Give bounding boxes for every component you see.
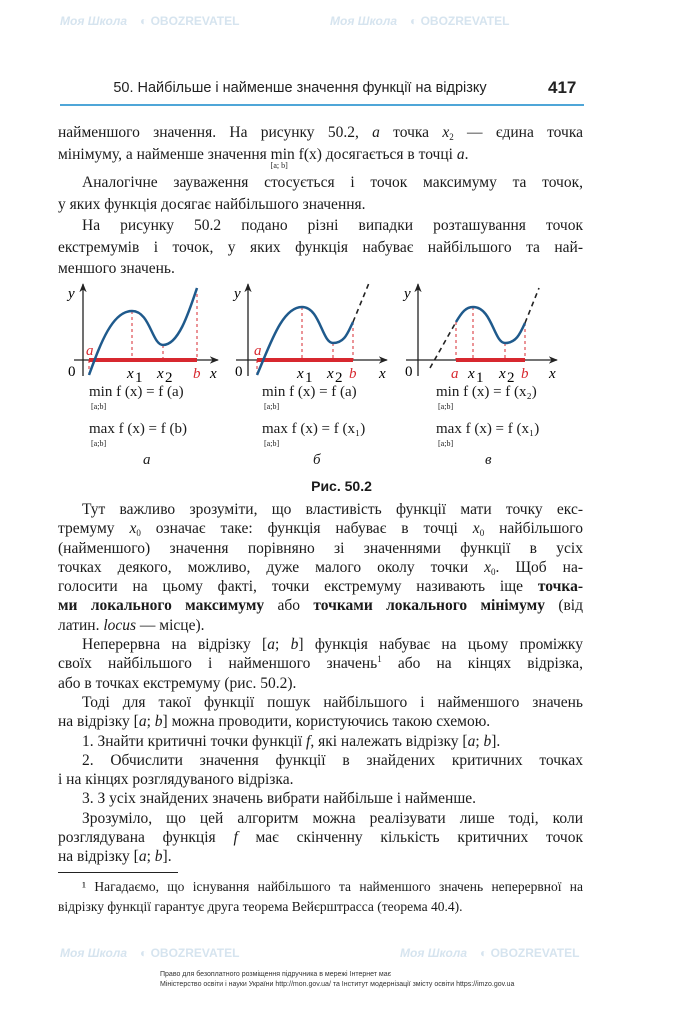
text-line bbox=[58, 712, 583, 731]
text-run: 3. З усіх знайдених значень вибрати найбільше і найменше. bbox=[82, 790, 477, 808]
svg-text:0: 0 bbox=[235, 364, 243, 380]
watermark: ◐ OBOZREVATEL bbox=[140, 14, 240, 28]
svg-text:1: 1 bbox=[305, 370, 313, 386]
text-run: Тоді для такої функції пошук найбільшого і найменшого значень bbox=[82, 693, 583, 711]
text-run: (найменшого) значення порівняно зі значеннями функції в усіх bbox=[58, 539, 583, 557]
text-run: — місце). bbox=[136, 616, 205, 634]
watermark: Моя Школа bbox=[400, 946, 468, 960]
text-run: і на кінцях розглядуваного відрізка. bbox=[58, 771, 294, 789]
text-i: a bbox=[138, 848, 147, 866]
text-run: своїх найбільшого і найменшого значень bbox=[58, 655, 378, 673]
text-run: (від bbox=[544, 597, 583, 615]
x1-label: x bbox=[127, 366, 134, 382]
text-run: ]. bbox=[491, 732, 501, 750]
text-i: a bbox=[138, 713, 147, 731]
text-run: найбільшого bbox=[484, 520, 583, 538]
text-run: . bbox=[464, 145, 469, 163]
text-i: a bbox=[372, 124, 380, 141]
watermark: Моя Школа bbox=[60, 14, 128, 28]
text-run: або в точках екстремуму (рис. 50.2). bbox=[58, 674, 297, 692]
svg-text:b: b bbox=[521, 366, 529, 382]
text-sub: 0 bbox=[479, 528, 485, 539]
formula-max-b: max f (x) = f (x₁) [a;b] bbox=[262, 421, 366, 448]
panel-label-c: в bbox=[485, 452, 492, 468]
svg-text:1: 1 bbox=[476, 370, 484, 386]
text-run: ]. bbox=[162, 848, 172, 866]
page-number: 417 bbox=[548, 78, 577, 97]
text-i: b bbox=[290, 636, 299, 654]
text-run: — єдина точка bbox=[453, 124, 584, 141]
panel-label-a: а bbox=[143, 452, 151, 468]
text-line bbox=[58, 847, 583, 866]
footer-line-1: Право для безоплатного розміщення підручника в мережі Інтернет має bbox=[160, 971, 392, 978]
svg-text:x: x bbox=[327, 366, 334, 382]
text-line bbox=[58, 616, 583, 635]
svg-text:x: x bbox=[297, 366, 304, 382]
text-run: меншого значень. bbox=[58, 260, 175, 277]
footnote-text: ¹ Нагадаємо, що існування найбільшого та найменшого значень неперервної на відрізку функції гарантує друга теорема Вейєрштрасса (теорема 40.4). bbox=[58, 879, 583, 914]
text-run: найменшого значення. На рисунку 50.2, bbox=[58, 124, 373, 141]
svg-text:2: 2 bbox=[165, 370, 173, 386]
figure-caption: Рис. 50.2 bbox=[311, 478, 372, 494]
text-run: На рисунку 50.2 подано різні випадки розташування точок bbox=[82, 217, 583, 234]
svg-text:b: b bbox=[349, 366, 357, 382]
text-line bbox=[58, 770, 583, 789]
text-line bbox=[58, 635, 583, 654]
text-run: ; bbox=[475, 732, 484, 750]
text-run: точках деякого, можливо, дуже малого околу точки bbox=[58, 558, 485, 576]
formula-max-a: max f (x) = f (b) [a;b] bbox=[89, 421, 188, 448]
formula-min-a: min f (x) = f (a) [a;b] bbox=[89, 384, 184, 411]
text-run: мінімуму, а найменше значення bbox=[58, 145, 271, 163]
paragraph bbox=[58, 693, 583, 732]
text-run: або bbox=[264, 597, 314, 615]
text-run: розглядувана функція bbox=[58, 829, 234, 847]
watermark: ◐ OBOZREVATEL bbox=[480, 946, 580, 960]
text-run: Зрозуміло, що цей алгоритм можна реалізувати лише тоді, коли bbox=[82, 809, 583, 827]
a-label: a bbox=[86, 343, 94, 359]
text-run: ] функція набуває на цьому проміжку bbox=[298, 636, 583, 654]
text-line bbox=[58, 654, 583, 673]
watermark: Моя Школа bbox=[60, 946, 128, 960]
watermark: Моя Школа bbox=[330, 14, 398, 28]
x-label: x bbox=[210, 366, 217, 382]
text-run: у яких функція досягає найбільшого значення. bbox=[58, 195, 366, 213]
svg-text:x: x bbox=[499, 366, 506, 382]
text-i: f bbox=[233, 829, 238, 847]
inline-formula: min f(x) [a; b] bbox=[270, 145, 322, 170]
text-line bbox=[58, 674, 583, 693]
svg-text:a: a bbox=[451, 366, 459, 382]
footnote bbox=[58, 877, 583, 917]
text-i: x bbox=[484, 558, 492, 576]
text-run: 1. Знайти критичні точки функції bbox=[82, 732, 307, 750]
text-run: має скінченну кількість критичних точок bbox=[237, 829, 584, 847]
origin-label: 0 bbox=[68, 364, 76, 380]
text-line bbox=[58, 751, 583, 770]
paragraph bbox=[58, 500, 583, 635]
y-label: y bbox=[68, 286, 75, 302]
watermark: ◐ OBOZREVATEL bbox=[410, 14, 510, 28]
text-i: x bbox=[442, 124, 450, 141]
text-run: . Щоб на- bbox=[495, 558, 584, 576]
paragraph bbox=[58, 809, 583, 867]
watermark: ◐ OBOZREVATEL bbox=[140, 946, 240, 960]
text-sub: 2 bbox=[449, 132, 454, 142]
formula-max-c: max f (x) = f (x₁) [a;b] bbox=[436, 421, 540, 448]
footnote-rule bbox=[58, 872, 178, 873]
text-i: locus bbox=[103, 616, 137, 634]
text-run: , які належать відрізку [ bbox=[310, 732, 468, 750]
formula-min-c: min f (x) = f (x₂) [a;b] bbox=[436, 384, 537, 411]
paragraph bbox=[58, 751, 583, 790]
b-label: b bbox=[193, 366, 201, 382]
text-b: точками локального мінімуму bbox=[313, 597, 545, 615]
text-b: точка- bbox=[537, 578, 583, 596]
text-run: ] можна проводити, користуючись такою схемою. bbox=[162, 713, 491, 731]
text-i: a bbox=[267, 636, 275, 654]
text-i: x bbox=[472, 520, 480, 538]
text-line bbox=[58, 577, 583, 596]
text-run: латин. bbox=[58, 616, 104, 634]
text-i: x bbox=[129, 520, 137, 538]
running-header-title: 50. Найбільше і найменше значення функції на відрізку bbox=[113, 80, 487, 96]
text-block-bottom bbox=[58, 500, 583, 867]
text-line bbox=[58, 519, 583, 538]
text-run: голосити на цьому факті, точки екстремуму називають іще bbox=[58, 578, 538, 596]
graph-panel-b bbox=[232, 283, 387, 386]
text-i: b bbox=[483, 732, 492, 750]
text-i: b bbox=[154, 848, 163, 866]
text-sub: 0 bbox=[491, 566, 496, 577]
text-sub: 0 bbox=[136, 528, 141, 539]
text-run: ; bbox=[146, 848, 155, 866]
text-line bbox=[58, 732, 583, 751]
text-run: Неперервна на відрізку [ bbox=[82, 636, 268, 654]
text-i: a bbox=[467, 732, 476, 750]
x2-label: x bbox=[157, 366, 164, 382]
text-line bbox=[58, 596, 583, 615]
page-footer bbox=[160, 970, 580, 990]
text-run: точка bbox=[379, 124, 443, 141]
text-run: на відрізку [ bbox=[58, 713, 139, 731]
text-line bbox=[58, 693, 583, 712]
paragraph bbox=[58, 789, 583, 808]
formula-min-b: min f (x) = f (a) [a;b] bbox=[262, 384, 357, 411]
panel-label-b: б bbox=[313, 452, 321, 468]
svg-text:x: x bbox=[549, 366, 556, 382]
text-line bbox=[58, 828, 583, 847]
text-run: 2. Обчислити значення функції в знайдених критичних точках bbox=[82, 751, 583, 769]
svg-text:x: x bbox=[468, 366, 475, 382]
text-i: b bbox=[154, 713, 163, 731]
graph-panel-c bbox=[402, 284, 557, 386]
paragraph bbox=[58, 635, 583, 693]
text-line bbox=[58, 809, 583, 828]
svg-text:y: y bbox=[234, 286, 241, 302]
text-run: означає таке: функція набуває в точці bbox=[140, 520, 473, 538]
text-b: ми локального максимуму bbox=[58, 597, 265, 615]
svg-text:y: y bbox=[404, 286, 411, 302]
text-i: a bbox=[456, 145, 465, 163]
svg-text:2: 2 bbox=[507, 370, 515, 386]
svg-text:2: 2 bbox=[335, 370, 343, 386]
footer-line-2: Міністерство освіти і науки України http://mon.gov.ua/ та Інститут модернізації змісту освіти https://imzo.gov.ua bbox=[160, 981, 515, 988]
text-sup: 1 bbox=[377, 654, 382, 665]
svg-text:x: x bbox=[379, 366, 386, 382]
text-run: досягається в точці bbox=[321, 145, 457, 163]
svg-text:0: 0 bbox=[405, 364, 413, 380]
text-line bbox=[58, 558, 583, 577]
text-line bbox=[58, 539, 583, 558]
paragraph bbox=[58, 732, 583, 751]
svg-text:1: 1 bbox=[135, 370, 143, 386]
text-run: ; bbox=[146, 713, 155, 731]
text-line bbox=[58, 789, 583, 808]
text-run: екстремумів і точок, у яких функція набуває найбільшого та най- bbox=[58, 238, 583, 256]
svg-text:a: a bbox=[254, 343, 262, 359]
text-run: або на кінцях відрізка, bbox=[381, 655, 583, 673]
text-run: Аналогічне зауваження стосується і точок максимуму та точок, bbox=[82, 174, 583, 191]
text-run: на відрізку [ bbox=[58, 848, 139, 866]
text-run: Тут важливо зрозуміти, що властивість функції мати точку екс- bbox=[82, 501, 583, 518]
text-run: ; bbox=[274, 636, 291, 654]
text-line bbox=[58, 500, 583, 519]
graph-panel-a bbox=[66, 284, 218, 386]
text-run: тремуму bbox=[58, 520, 130, 538]
text-i: f bbox=[306, 732, 311, 750]
